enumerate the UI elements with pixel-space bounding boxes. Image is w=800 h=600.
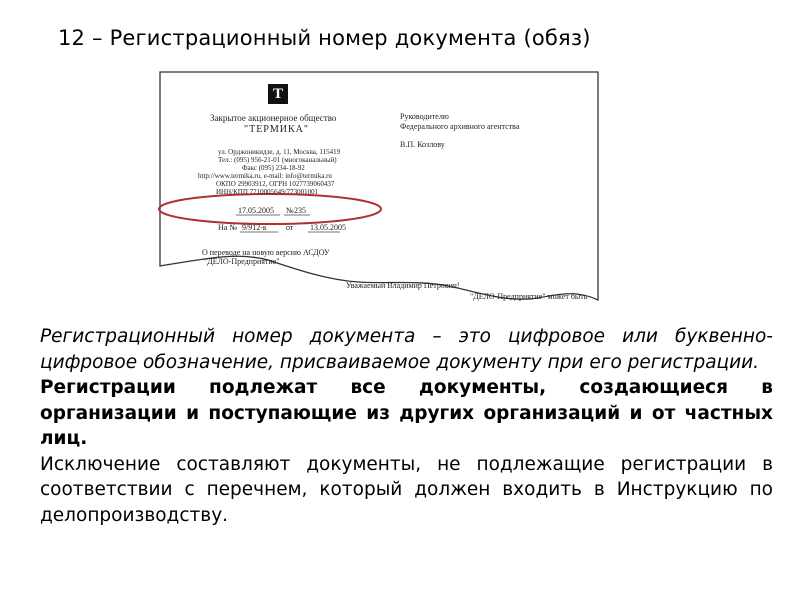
- document-scan: [158, 70, 608, 305]
- subject-line1: О переводе на новую версию АСДОУ: [202, 248, 330, 257]
- address-line4: http://www.termika.ru, e-mail: info@termika.ru: [198, 172, 332, 180]
- registration-rule-paragraph: Регистрации подлежат все документы, создающиеся в организации и поступающие из других организаций и от частных лиц.: [40, 377, 773, 449]
- greeting-fragment: Уважаемый Владимир Петрович!: [346, 281, 460, 290]
- reference-label: На №: [218, 223, 237, 232]
- slide-title: 12 – Регистрационный номер документа (обяз): [58, 26, 591, 50]
- address-line5: ОКПО 29903912, ОГРН 1027739060437: [216, 180, 335, 188]
- company-logo: T: [268, 84, 288, 104]
- org-type: Закрытое акционерное общество: [210, 113, 337, 123]
- reference-number: 9/912-к: [242, 223, 267, 232]
- body-fragment: "ДЕЛО-Предприятие" может быть: [470, 292, 588, 301]
- address-line6: ИНН/КПП 7710005649/773001001: [216, 188, 319, 196]
- address-line1: ул. Орджоникидзе, д. 11, Москва, 115419: [218, 148, 341, 156]
- definition-paragraph: Регистрационный номер документа – это цифровое или буквенно-цифровое обозначение, присваиваемое документу при его регистрации.: [40, 326, 773, 373]
- main-text: [40, 324, 773, 528]
- subject-line2: "ДЕЛО-Предприятие": [204, 257, 280, 266]
- registration-number-label: №: [286, 206, 294, 215]
- registration-date: 17.05.2005: [238, 206, 274, 215]
- recipient-line2: Федерального архивного агентства: [400, 122, 520, 131]
- reference-from: от: [286, 223, 294, 232]
- org-name: "ТЕРМИКА": [244, 124, 309, 135]
- reference-date: 13.05.2005: [310, 223, 346, 232]
- recipient-line1: Руководителю: [400, 112, 449, 121]
- address-line3: Факс (095) 234-18-92: [242, 164, 305, 172]
- recipient-name: В.П. Козлову: [400, 140, 445, 149]
- exception-paragraph: Исключение составляют документы, не подлежащие регистрации в соответствии с перечнем, который должен входить в Инструкцию по делопроизводству.: [40, 453, 773, 526]
- registration-number: 235: [294, 206, 306, 215]
- address-line2: Тел.: (095) 956-21-01 (многоканальный): [218, 156, 337, 164]
